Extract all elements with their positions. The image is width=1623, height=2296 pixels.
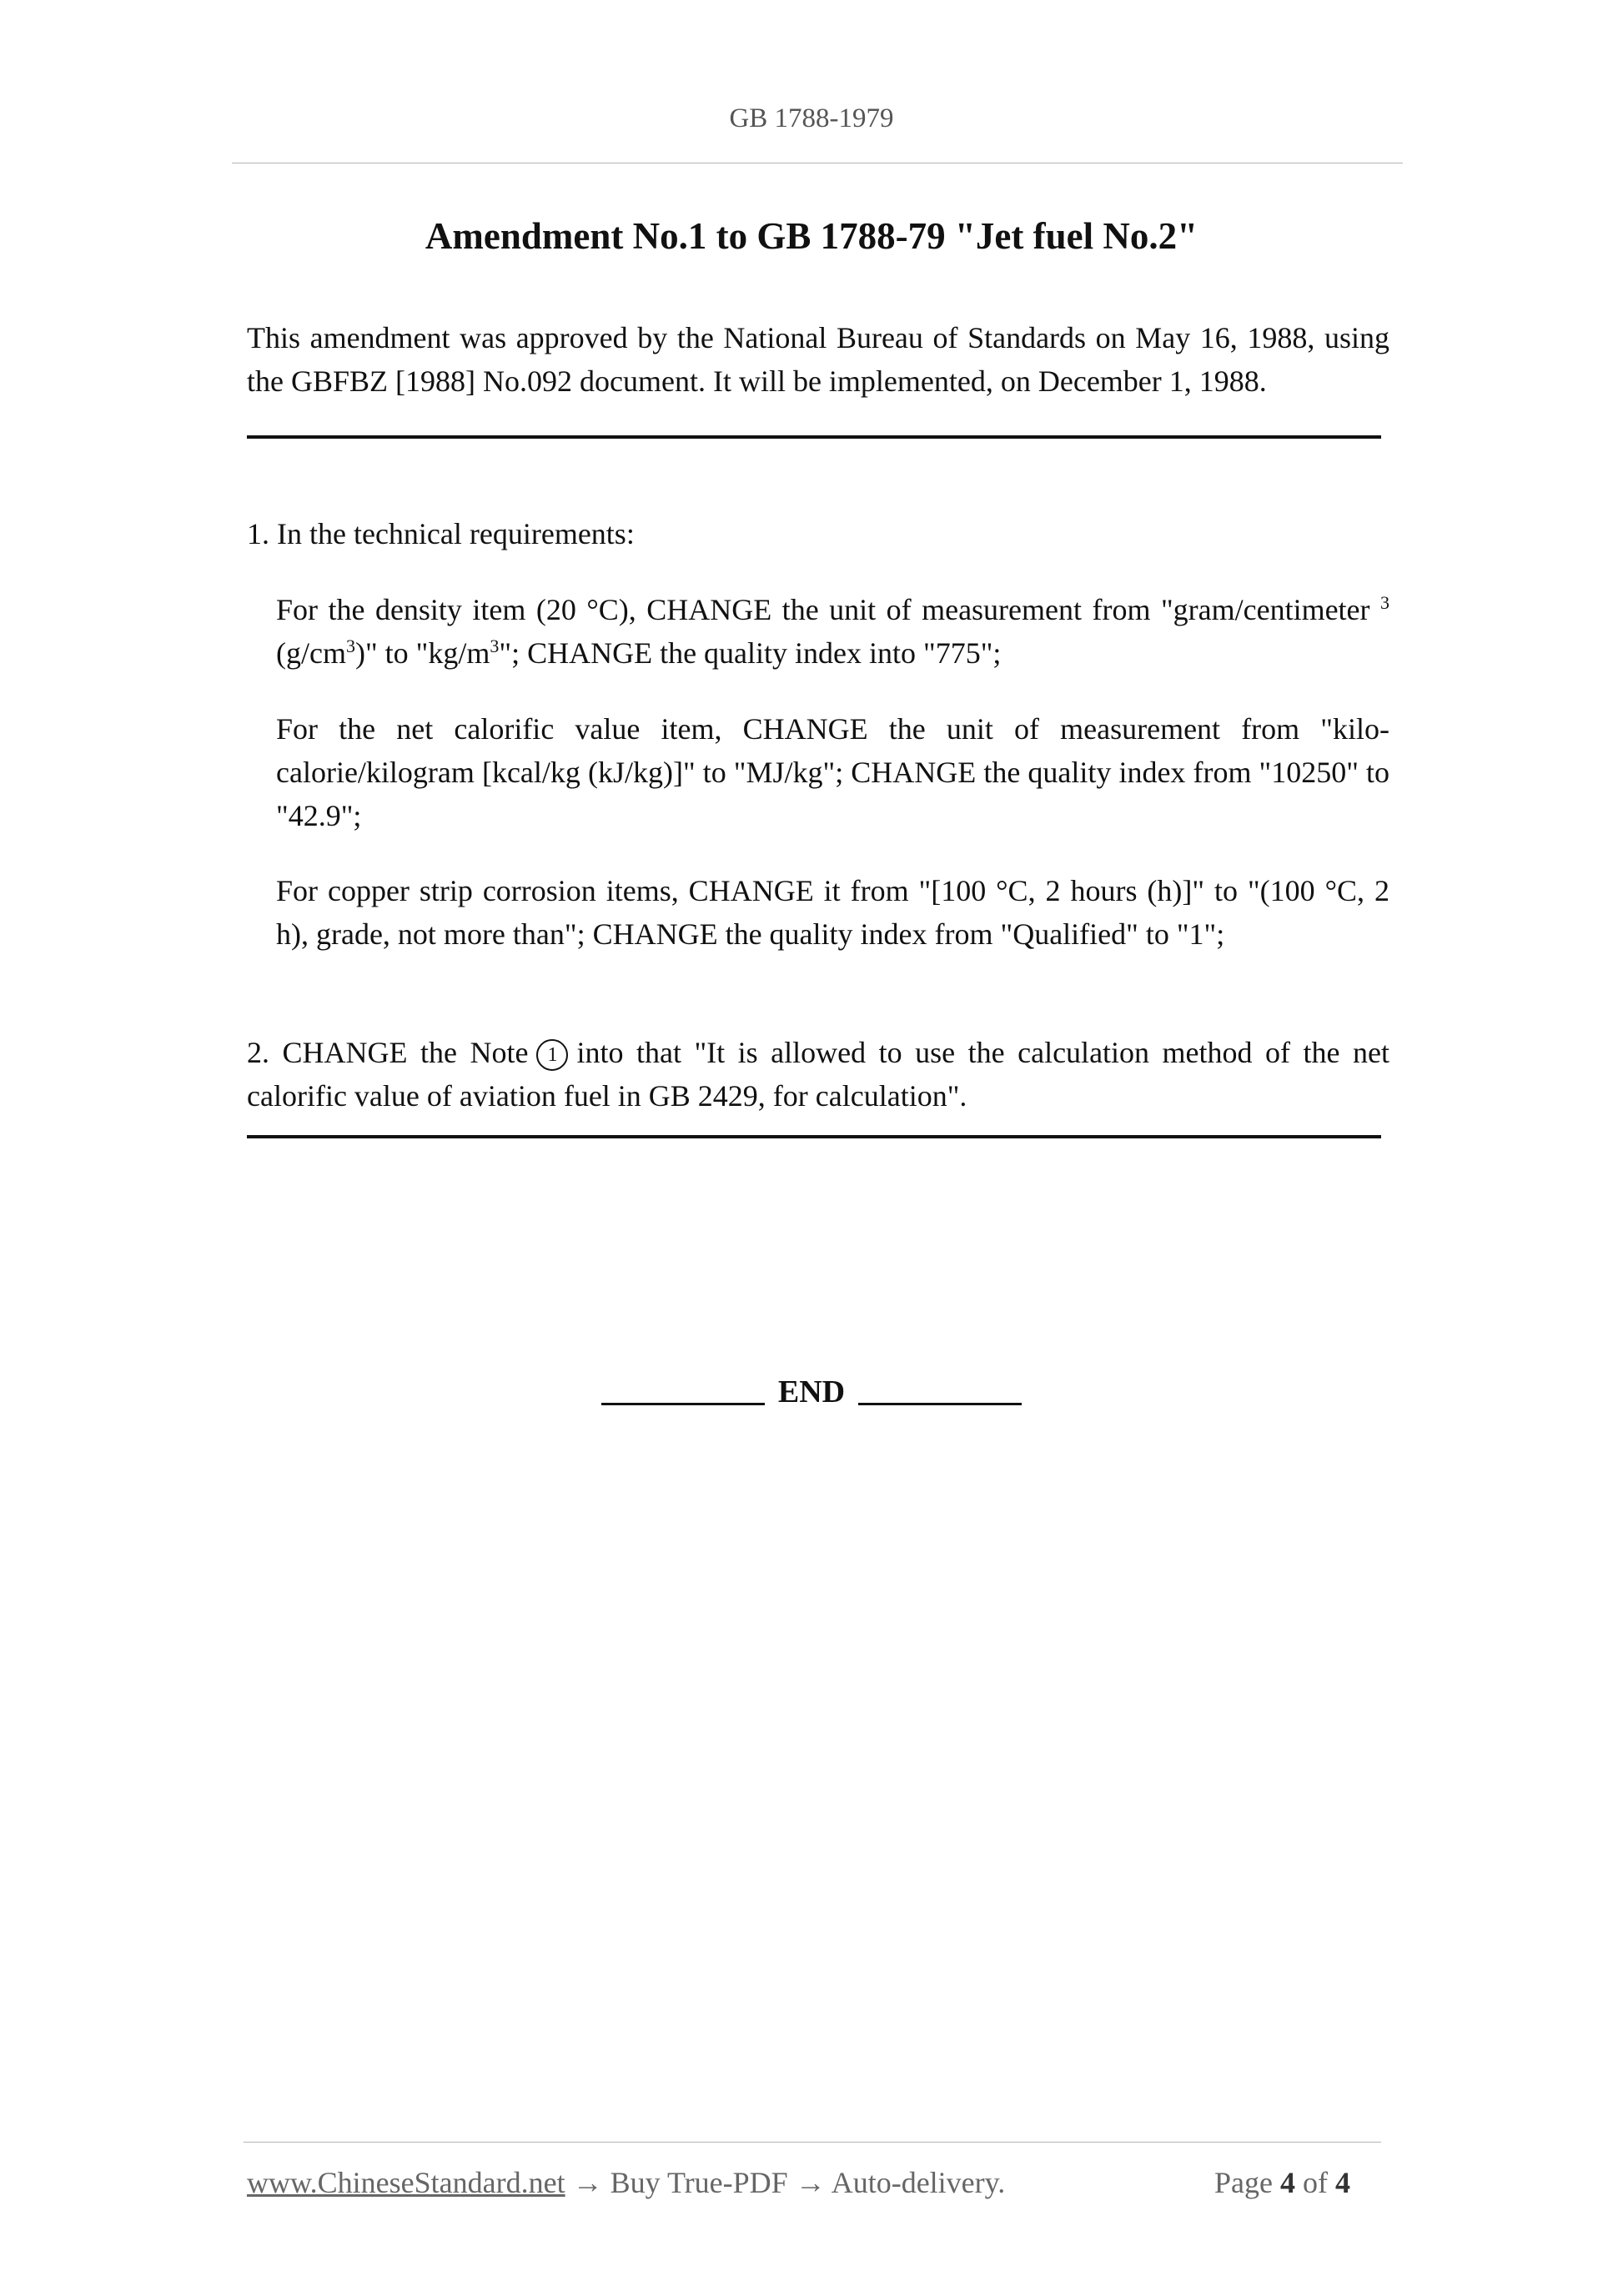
density-text-4: "; CHANGE the quality index into "775";	[499, 636, 1002, 670]
section-2-text-end: into that "It is allowed to use the calculation method of the net calorific value of aviation fuel in GB 2429, for calculation".	[247, 1036, 1389, 1113]
circled-one-icon: 1	[536, 1039, 568, 1071]
site-link[interactable]: www.ChineseStandard.net	[247, 2166, 565, 2199]
approval-paragraph: This amendment was approved by the National Bureau of Standards on May 16, 1988, using the GBFBZ [1988] No.092 document. It will be implemented, on December 1, 1988.	[247, 321, 1389, 398]
auto-delivery-text: Auto-delivery.	[831, 2166, 1006, 2199]
footer-links	[247, 2165, 1005, 2200]
approval-divider	[247, 435, 1381, 439]
density-text-2: (g/cm	[276, 636, 346, 670]
superscript: 3	[345, 636, 355, 656]
calorific-item: For the net calorific value item, CHANGE the unit of measurement from "kilo-calorie/kilogram [kcal/kg (kJ/kg)]" to "MJ/kg"; CHANGE the quality index from "10250" to "42.9";	[276, 712, 1389, 832]
page-number	[1214, 2165, 1350, 2200]
end-line-right	[858, 1403, 1022, 1405]
end-line-left	[601, 1403, 765, 1405]
arrow-right-icon: →	[572, 2166, 603, 2199]
copper-corrosion-item: For copper strip corrosion items, CHANGE it from "[100 °C, 2 hours (h)]" to "(100 °C, 2 h), grade, not more than"; CHANGE the quality index from "Qualified" to "1";	[276, 874, 1389, 951]
section-2-text-start: 2. CHANGE the Note	[247, 1036, 529, 1069]
page-label: Page	[1214, 2166, 1273, 2199]
page-title: Amendment No.1 to GB 1788-79 "Jet fuel No.2"	[425, 215, 1198, 257]
section-2-paragraph	[247, 1031, 1389, 1118]
superscript: 3	[1380, 592, 1389, 613]
density-text-1: For the density item (20 °C), CHANGE the unit of measurement from "gram/centimeter	[276, 593, 1380, 626]
end-marker	[0, 1374, 1623, 1410]
density-text-3: )" to "kg/m	[354, 636, 490, 670]
end-label: END	[777, 1374, 846, 1409]
of-label: of	[1302, 2166, 1328, 2199]
page-total: 4	[1334, 2166, 1350, 2199]
page-current: 4	[1279, 2166, 1295, 2199]
section-2-divider	[247, 1135, 1381, 1138]
density-item	[276, 588, 1389, 675]
buy-pdf-text: Buy True-PDF	[610, 2166, 788, 2199]
running-header: GB 1788-1979	[729, 103, 894, 133]
section-1-heading: 1. In the technical requirements:	[247, 517, 635, 550]
arrow-right-icon: →	[795, 2166, 826, 2199]
footer-divider	[244, 2142, 1381, 2143]
superscript: 3	[490, 636, 500, 656]
